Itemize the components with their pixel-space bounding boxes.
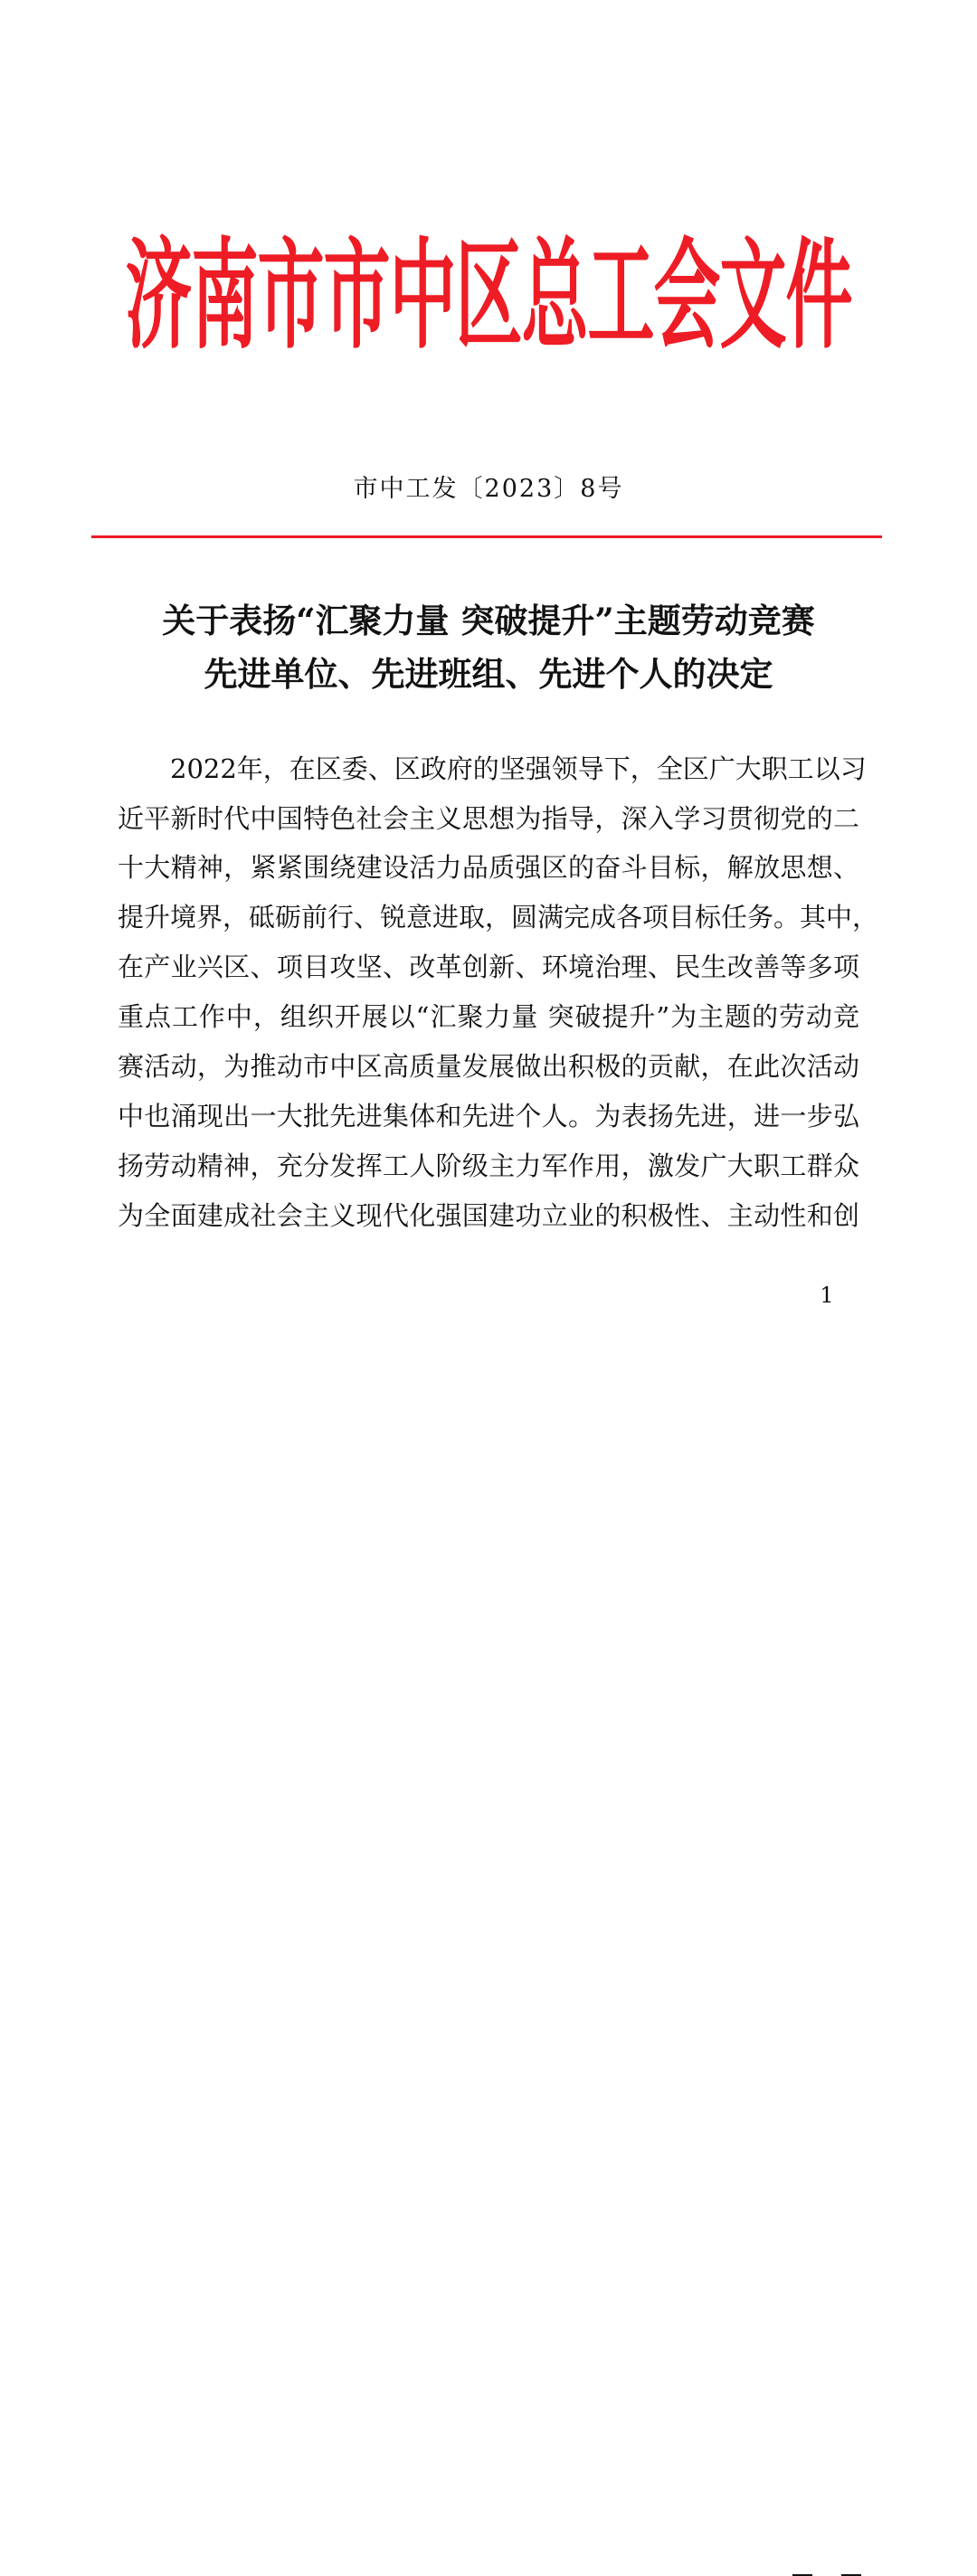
body-paragraph-line: 2022年，在区委、区政府的坚强领导下，全区广大职工以习 [170, 753, 867, 784]
body-paragraph-line: 扬劳动精神，充分发挥工人阶级主力军作用，激发广大职工群众 [118, 1151, 859, 1181]
masthead-title: 济南市市中区总工会文件 [125, 227, 852, 366]
decision-title-line-2: 先进单位、先进班组、先进个人的决定 [204, 654, 773, 694]
page-number: 1 [820, 1283, 834, 1308]
decision-title-line-1: 关于表扬“汇聚力量 突破提升”主题劳动竞赛 [162, 601, 815, 640]
body-paragraph-line: 在产业兴区、项目攻坚、改革创新、环境治理、民生改善等多项 [118, 952, 859, 982]
document-number: 市中工发〔2023〕8号 [353, 475, 624, 503]
body-paragraph-line: 近平新时代中国特色社会主义思想为指导，深入学习贯彻党的二 [118, 803, 859, 834]
body-paragraph-line: 中也涌现出一大批先进集体和先进个人。为表扬先进，进一步弘 [118, 1101, 859, 1132]
body-paragraph-line: 十大精神，紧紧围绕建设活力品质强区的奋斗目标，解放思想、 [118, 852, 859, 883]
body-paragraph-line: 提升境界，砥砺前行、锐意进取，圆满完成各项目标任务。其中， [118, 902, 879, 933]
body-paragraph-line: 为全面建成社会主义现代化强国建功立业的积极性、主动性和创 [118, 1200, 859, 1231]
body-paragraph-line: 赛活动，为推动市中区高质量发展做出积极的贡献，在此次活动 [118, 1051, 859, 1082]
body-paragraph-line: 重点工作中，组织开展以“汇聚力量 突破提升”为主题的劳动竞 [118, 1001, 859, 1032]
red-separator-line [91, 535, 882, 538]
